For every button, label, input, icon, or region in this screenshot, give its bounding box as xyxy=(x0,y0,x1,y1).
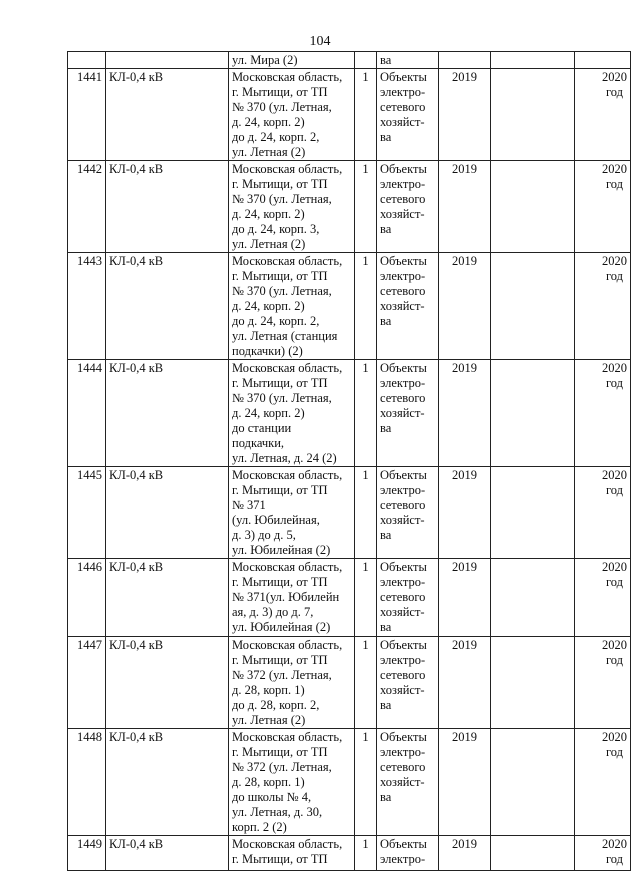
category-cell: Объекты электро- xyxy=(377,836,439,871)
year-cell: 2019 xyxy=(439,253,491,360)
table-row xyxy=(68,360,631,467)
year-cell: 2019 xyxy=(439,559,491,637)
completion-cell xyxy=(575,161,631,253)
address-cell: ул. Мира (2) xyxy=(229,52,355,69)
cable-type-cell: КЛ-0,4 кВ xyxy=(106,360,229,467)
table-row-continuation xyxy=(68,52,631,69)
empty-cell xyxy=(491,253,575,360)
empty-cell xyxy=(491,467,575,559)
category-cell: Объекты электро- сетевого хозяйст- ва xyxy=(377,360,439,467)
empty-cell xyxy=(491,637,575,729)
address-cell: Московская область, г. Мытищи, от ТП № 370 (ул. Летная, д. 24, корп. 2) до д. 24, корп. 3, ул. Летная (2) xyxy=(229,161,355,253)
page-number: 104 xyxy=(309,34,331,49)
quantity-cell: 1 xyxy=(355,161,377,253)
completion-cell xyxy=(575,253,631,360)
address-cell: Московская область, г. Мытищи, от ТП № 372 (ул. Летная, д. 28, корп. 1) до школы № 4, ул. Летная, д. 30, корп. 2 (2) xyxy=(229,729,355,836)
type-cell xyxy=(106,52,229,69)
cable-type-cell: КЛ-0,4 кВ xyxy=(106,161,229,253)
completion-text: 2020 год xyxy=(602,837,627,866)
category-cell: Объекты электро- сетевого хозяйст- ва xyxy=(377,69,439,161)
year-cell: 2019 xyxy=(439,360,491,467)
empty-cell xyxy=(491,836,575,871)
quantity-cell: 1 xyxy=(355,729,377,836)
year-cell: 2019 xyxy=(439,836,491,871)
category-cell: Объекты электро- сетевого хозяйст- ва xyxy=(377,559,439,637)
table-row xyxy=(68,637,631,729)
cable-type-cell: КЛ-0,4 кВ xyxy=(106,836,229,871)
row-number-cell: 1446 xyxy=(68,559,106,637)
table-row xyxy=(68,559,631,637)
completion-cell xyxy=(575,729,631,836)
cable-type-cell: КЛ-0,4 кВ xyxy=(106,253,229,360)
address-cell: Московская область, г. Мытищи, от ТП № 370 (ул. Летная, д. 24, корп. 2) до д. 24, корп. 2, ул. Летная (2) xyxy=(229,69,355,161)
table-row xyxy=(68,161,631,253)
done-cell xyxy=(575,52,631,69)
quantity-cell: 1 xyxy=(355,467,377,559)
quantity-cell: 1 xyxy=(355,637,377,729)
category-cell: ва xyxy=(377,52,439,69)
cable-type-cell: КЛ-0,4 кВ xyxy=(106,637,229,729)
num-cell xyxy=(68,52,106,69)
address-cell: Московская область, г. Мытищи, от ТП xyxy=(229,836,355,871)
empty-cell xyxy=(491,559,575,637)
row-number-cell: 1449 xyxy=(68,836,106,871)
qty-cell xyxy=(355,52,377,69)
quantity-cell: 1 xyxy=(355,69,377,161)
row-number-cell: 1443 xyxy=(68,253,106,360)
completion-cell xyxy=(575,637,631,729)
registry-table xyxy=(67,51,631,871)
cable-type-cell: КЛ-0,4 кВ xyxy=(106,69,229,161)
row-number-cell: 1444 xyxy=(68,360,106,467)
category-cell: Объекты электро- сетевого хозяйст- ва xyxy=(377,253,439,360)
table-row xyxy=(68,69,631,161)
row-number-cell: 1441 xyxy=(68,69,106,161)
year-cell: 2019 xyxy=(439,637,491,729)
table-row xyxy=(68,467,631,559)
empty-cell xyxy=(491,161,575,253)
completion-cell xyxy=(575,69,631,161)
completion-text: 2020 год xyxy=(602,560,627,589)
completion-text: 2020 год xyxy=(602,254,627,283)
completion-cell xyxy=(575,360,631,467)
address-cell: Московская область, г. Мытищи, от ТП № 371 (ул. Юбилейная, д. 3) до д. 5, ул. Юбилейная (2) xyxy=(229,467,355,559)
quantity-cell: 1 xyxy=(355,253,377,360)
empty-cell xyxy=(491,729,575,836)
row-number-cell: 1448 xyxy=(68,729,106,836)
category-cell: Объекты электро- сетевого хозяйст- ва xyxy=(377,637,439,729)
cable-type-cell: КЛ-0,4 кВ xyxy=(106,467,229,559)
cable-type-cell: КЛ-0,4 кВ xyxy=(106,729,229,836)
row-number-cell: 1447 xyxy=(68,637,106,729)
quantity-cell: 1 xyxy=(355,559,377,637)
year-cell: 2019 xyxy=(439,729,491,836)
empty-cell xyxy=(491,360,575,467)
table-row xyxy=(68,729,631,836)
completion-text: 2020 год xyxy=(602,70,627,99)
cable-type-cell: КЛ-0,4 кВ xyxy=(106,559,229,637)
category-cell: Объекты электро- сетевого хозяйст- ва xyxy=(377,467,439,559)
year-cell xyxy=(439,52,491,69)
table-row xyxy=(68,253,631,360)
row-number-cell: 1445 xyxy=(68,467,106,559)
completion-cell xyxy=(575,836,631,871)
quantity-cell: 1 xyxy=(355,836,377,871)
address-cell: Московская область, г. Мытищи, от ТП № 372 (ул. Летная, д. 28, корп. 1) до д. 28, корп. 2, ул. Летная (2) xyxy=(229,637,355,729)
address-cell: Московская область, г. Мытищи, от ТП № 370 (ул. Летная, д. 24, корп. 2) до д. 24, корп. 2, ул. Летная (станция подкачки) (2) xyxy=(229,253,355,360)
year-cell: 2019 xyxy=(439,161,491,253)
category-cell: Объекты электро- сетевого хозяйст- ва xyxy=(377,729,439,836)
completion-text: 2020 год xyxy=(602,730,627,759)
completion-text: 2020 год xyxy=(602,468,627,497)
address-cell: Московская область, г. Мытищи, от ТП № 370 (ул. Летная, д. 24, корп. 2) до станции подкачки, ул. Летная, д. 24 (2) xyxy=(229,360,355,467)
address-cell: Московская область, г. Мытищи, от ТП № 371(ул. Юбилейн ая, д. 3) до д. 7, ул. Юбилейная (2) xyxy=(229,559,355,637)
quantity-cell: 1 xyxy=(355,360,377,467)
completion-cell xyxy=(575,559,631,637)
table-row xyxy=(68,836,631,871)
completion-text: 2020 год xyxy=(602,162,627,191)
empty-cell xyxy=(491,69,575,161)
completion-cell xyxy=(575,467,631,559)
category-cell: Объекты электро- сетевого хозяйст- ва xyxy=(377,161,439,253)
year-cell: 2019 xyxy=(439,69,491,161)
empty-cell xyxy=(491,52,575,69)
completion-text: 2020 год xyxy=(602,361,627,390)
row-number-cell: 1442 xyxy=(68,161,106,253)
completion-text: 2020 год xyxy=(602,638,627,667)
year-cell: 2019 xyxy=(439,467,491,559)
